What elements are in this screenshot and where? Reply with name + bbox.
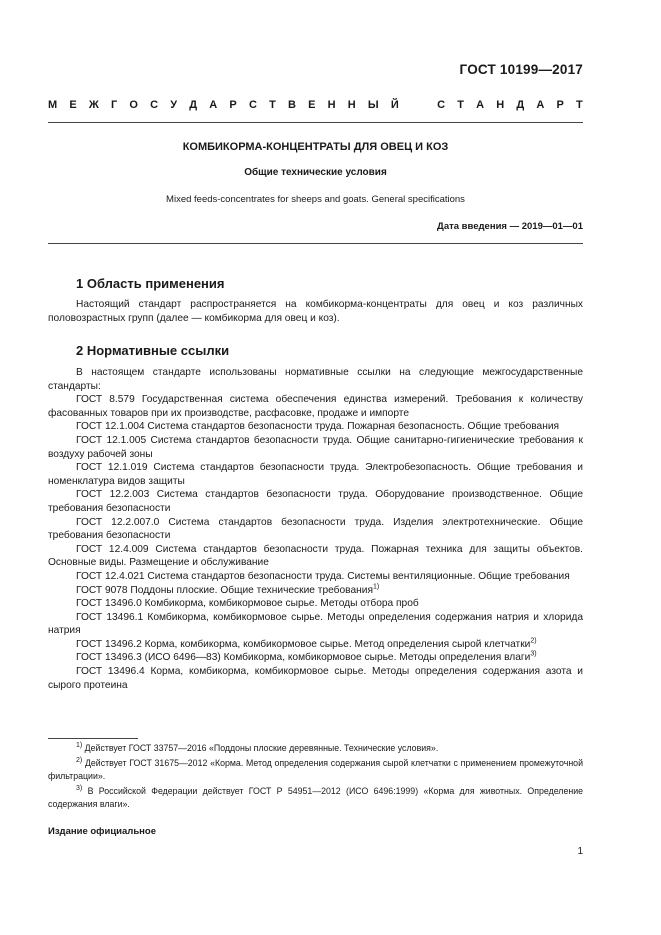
normative-reference bbox=[48, 420, 583, 434]
introduction-date: Дата введения — 2019—01—01 bbox=[437, 221, 583, 232]
section-1-body bbox=[48, 298, 583, 325]
banner-letter: С bbox=[150, 99, 159, 111]
banner-letter: Т bbox=[457, 99, 464, 111]
footnote bbox=[48, 742, 583, 755]
interstate-standard-banner bbox=[48, 99, 583, 111]
footnote-number: 3) bbox=[76, 785, 83, 793]
normative-reference bbox=[48, 461, 583, 488]
normative-reference bbox=[48, 665, 583, 692]
normative-reference bbox=[48, 651, 583, 665]
normative-reference bbox=[48, 611, 583, 638]
footnote bbox=[48, 757, 583, 783]
reference-text: ГОСТ 12.2.007.0 Система стандартов безопасности труда. Изделия электротехнические. Общие требования безопасности bbox=[48, 516, 583, 542]
reference-text: ГОСТ 12.2.003 Система стандартов безопасности труда. Оборудование производственное. Общие требования безопасности bbox=[48, 489, 583, 514]
banner-letter: Т bbox=[576, 99, 583, 111]
banner-letter: Т bbox=[269, 99, 276, 111]
banner-letter: Д bbox=[516, 99, 525, 111]
footnote-text: Действует ГОСТ 31675—2012 «Корма. Метод определения содержания сырой клетчатки с применением промежуточной фильтрации». bbox=[48, 758, 583, 782]
banner-letter: Ы bbox=[367, 99, 379, 111]
section-2-heading: 2 Нормативные ссылки bbox=[76, 343, 230, 358]
normative-reference bbox=[48, 488, 583, 515]
banner-letter: О bbox=[129, 99, 138, 111]
official-edition-label: Издание официальное bbox=[48, 826, 156, 837]
footnote-number: 2) bbox=[76, 757, 83, 765]
section-1-paragraph: Настоящий стандарт распространяется на комбикорма-концентраты для овец и коз различных половозрастных групп (далее — комбикорма для овец и коз). bbox=[48, 299, 583, 324]
normative-reference bbox=[48, 597, 583, 611]
section-2-intro: В настоящем стандарте использованы нормативные ссылки на следующие межгосударственные стандарты: bbox=[48, 367, 583, 392]
banner-letter: С bbox=[248, 99, 257, 111]
document-title-english: Mixed feeds-concentrates for sheeps and goats. General specifications bbox=[166, 194, 465, 205]
reference-text: ГОСТ 9078 Поддоны плоские. Общие технические требования bbox=[76, 584, 373, 596]
banner-letter: Е bbox=[69, 99, 77, 111]
banner-letter: Й bbox=[390, 99, 399, 111]
banner-letter: А bbox=[476, 99, 485, 111]
banner-letter: Д bbox=[189, 99, 198, 111]
normative-reference bbox=[48, 434, 583, 461]
footnote-marker: 3) bbox=[530, 651, 537, 659]
banner-letter: Г bbox=[110, 99, 118, 111]
footnote-divider bbox=[48, 738, 138, 739]
banner-letter: А bbox=[536, 99, 545, 111]
banner-letter: В bbox=[287, 99, 296, 111]
document-subtitle: Общие технические условия bbox=[244, 167, 387, 178]
banner-letter: Н bbox=[347, 99, 356, 111]
reference-text: ГОСТ 13496.4 Корма, комбикорма, комбикормовое сырье. Методы определения содержания азота и сырого протеина bbox=[48, 666, 583, 691]
title-divider bbox=[48, 243, 583, 244]
banner-letter: Р bbox=[229, 99, 237, 111]
normative-reference bbox=[48, 516, 583, 543]
reference-text: ГОСТ 13496.3 (ИСО 6496—83) Комбикорма, комбикормовое сырье. Методы определения влаги bbox=[76, 652, 531, 664]
banner-letter: Ж bbox=[88, 99, 99, 111]
banner-letter: М bbox=[48, 99, 58, 111]
normative-reference bbox=[48, 543, 583, 570]
banner-letter: Н bbox=[496, 99, 505, 111]
footnote-marker: 1) bbox=[372, 583, 380, 591]
reference-text: ГОСТ 12.1.004 Система стандартов безопасности труда. Пожарная безопасность. Общие требования bbox=[76, 421, 560, 433]
normative-reference bbox=[48, 584, 583, 598]
banner-letter: Е bbox=[308, 99, 316, 111]
reference-text: ГОСТ 13496.2 Корма, комбикорма, комбикормовое сырье. Метод определения сырой клетчатки bbox=[76, 638, 531, 650]
banner-letter: С bbox=[437, 99, 446, 111]
section-2-body bbox=[48, 366, 583, 692]
banner-letter: Р bbox=[556, 99, 564, 111]
footnote-text: В Российской Федерации действует ГОСТ Р 54951—2012 (ИСО 6496:1999) «Корма для животных. Определение содержания влаги». bbox=[48, 786, 583, 810]
normative-reference bbox=[48, 393, 583, 420]
footnote-text: Действует ГОСТ 33757—2016 «Поддоны плоские деревянные. Технические условия». bbox=[82, 743, 439, 753]
page-number: 1 bbox=[577, 846, 583, 857]
banner-letter: У bbox=[170, 99, 178, 111]
normative-reference bbox=[48, 638, 583, 652]
reference-text: ГОСТ 12.4.021 Система стандартов безопасности труда. Системы вентиляционные. Общие требования bbox=[76, 570, 570, 582]
normative-reference bbox=[48, 570, 583, 584]
reference-text: ГОСТ 13496.0 Комбикорма, комбикормовое сырье. Методы отбора проб bbox=[76, 598, 419, 610]
footnote bbox=[48, 785, 583, 811]
reference-text: ГОСТ 12.1.005 Система стандартов безопасности труда. Общие санитарно-гигиенические требования к воздуху рабочей зоны bbox=[48, 434, 583, 460]
reference-text: ГОСТ 12.1.019 Система стандартов безопасности труда. Электробезопасность. Общие требования и номенклатура видов защиты bbox=[48, 462, 583, 487]
section-1-heading: 1 Область применения bbox=[76, 276, 225, 291]
standard-number: ГОСТ 10199—2017 bbox=[459, 62, 583, 77]
reference-text: ГОСТ 13496.1 Комбикорма, комбикормовое сырье. Методы определения содержания натрия и хлорида натрия bbox=[48, 611, 583, 637]
reference-text: ГОСТ 12.4.009 Система стандартов безопасности труда. Пожарная техника для защиты объектов. Основные виды. Размещение и обслуживание bbox=[48, 543, 583, 569]
document-title: КОМБИКОРМА-КОНЦЕНТРАТЫ ДЛЯ ОВЕЦ И КОЗ bbox=[182, 141, 449, 153]
header-divider bbox=[48, 122, 583, 123]
reference-text: ГОСТ 8.579 Государственная система обеспечения единства измерений. Требования к количеству фасованных товаров при их производстве, расфасовке, продаже и импорте bbox=[48, 394, 583, 419]
banner-letter: А bbox=[209, 99, 218, 111]
footnote-number: 1) bbox=[76, 742, 83, 750]
footnotes bbox=[48, 742, 583, 813]
banner-letter: Н bbox=[327, 99, 336, 111]
footnote-marker: 2) bbox=[530, 637, 537, 645]
word-gap bbox=[411, 99, 425, 111]
